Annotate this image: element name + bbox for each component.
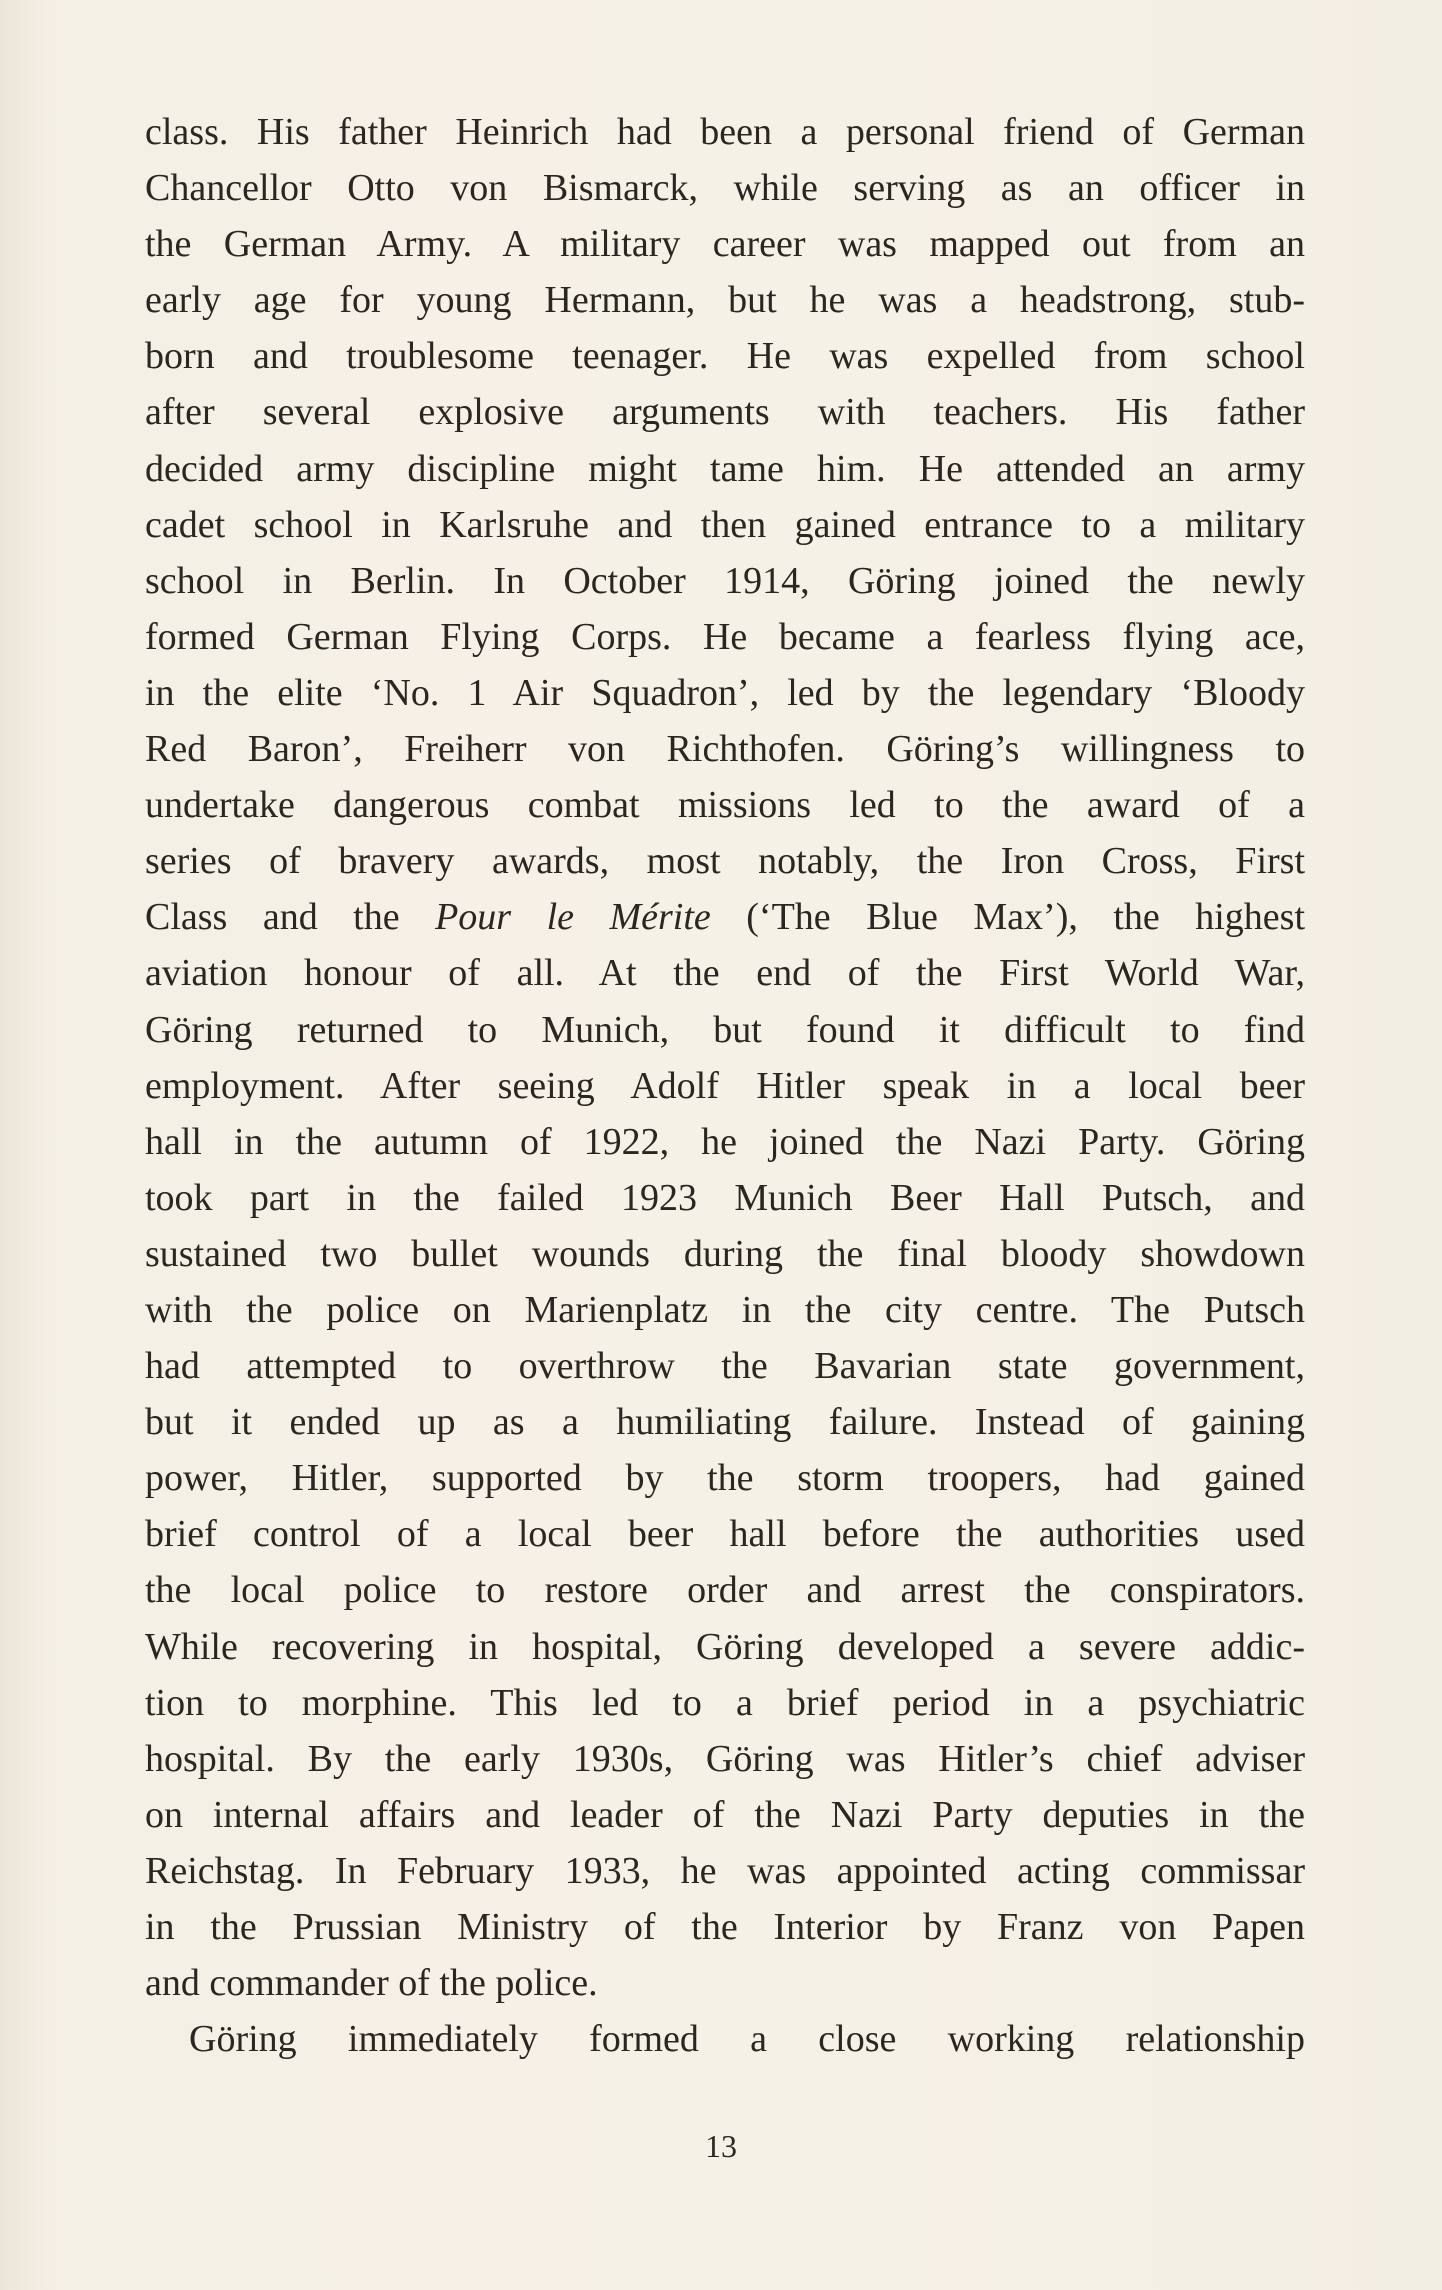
text-line: on internal affairs and leader of the Nazi Party deputies in the <box>145 1793 1305 1836</box>
text-line: employment. After seeing Adolf Hitler speak in a local beer <box>145 1064 1305 1107</box>
text-line: the local police to restore order and arrest the conspirators. <box>145 1569 1305 1612</box>
text-line-with-italic <box>145 889 1305 945</box>
text-line: decided army discipline might tame him. He attended an army <box>145 447 1305 490</box>
text-line: born and troublesome teenager. He was expelled from school <box>145 335 1305 378</box>
text-line: took part in the failed 1923 Munich Beer Hall Putsch, and <box>145 1176 1305 1219</box>
text-line: brief control of a local beer hall before the authorities used <box>145 1513 1305 1556</box>
text-segment: (‘The Blue Max’), the highest <box>710 896 1305 939</box>
italic-title: Pour le Mérite <box>435 896 711 939</box>
text-line: class. His father Heinrich had been a personal friend of German <box>145 111 1305 153</box>
text-line: the German Army. A military career was mapped out from an <box>145 223 1305 266</box>
text-line: tion to morphine. This led to a brief period in a psychiatric <box>145 1681 1305 1724</box>
text-line: with the police on Marienplatz in the city centre. The Putsch <box>145 1288 1305 1331</box>
text-line: cadet school in Karlsruhe and then gained entrance to a military <box>145 503 1305 546</box>
text-line: had attempted to overthrow the Bavarian state government, <box>145 1345 1305 1388</box>
text-line: but it ended up as a humiliating failure. Instead of gaining <box>145 1401 1305 1444</box>
text-line: power, Hitler, supported by the storm troopers, had gained <box>145 1457 1305 1500</box>
text-line: Chancellor Otto von Bismarck, while serving as an officer in <box>145 167 1305 210</box>
body-text <box>145 104 1305 2067</box>
text-line: sustained two bullet wounds during the final bloody showdown <box>145 1232 1305 1275</box>
text-line: Reichstag. In February 1933, he was appointed acting commissar <box>145 1849 1305 1892</box>
text-line: formed German Flying Corps. He became a fearless flying ace, <box>145 615 1305 658</box>
text-line: and commander of the police. <box>145 1962 598 2005</box>
text-line: undertake dangerous combat missions led to the award of a <box>145 784 1305 827</box>
text-line: aviation honour of all. At the end of the First World War, <box>145 952 1305 995</box>
text-line: hospital. By the early 1930s, Göring was Hitler’s chief adviser <box>145 1737 1305 1780</box>
text-segment: Class and the <box>145 896 436 939</box>
text-line: series of bravery awards, most notably, the Iron Cross, First <box>145 840 1305 883</box>
text-line: after several explosive arguments with teachers. His father <box>145 391 1305 434</box>
text-line: in the elite ‘No. 1 Air Squadron’, led by the legendary ‘Bloody <box>145 671 1305 714</box>
page-number: 13 <box>705 2128 737 2164</box>
text-line: in the Prussian Ministry of the Interior by Franz von Papen <box>145 1906 1305 1948</box>
text-line: hall in the autumn of 1922, he joined the Nazi Party. Göring <box>145 1120 1305 1163</box>
text-line: school in Berlin. In October 1914, Göring joined the newly <box>145 559 1305 602</box>
text-line: Göring returned to Munich, but found it difficult to find <box>145 1008 1305 1051</box>
text-line: early age for young Hermann, but he was a headstrong, stub- <box>145 279 1305 322</box>
text-line: While recovering in hospital, Göring developed a severe addic- <box>145 1625 1305 1668</box>
text-line: Göring immediately formed a close working relationship <box>189 2018 1305 2061</box>
text-line: Red Baron’, Freiherr von Richthofen. Göring’s willingness to <box>145 728 1305 771</box>
